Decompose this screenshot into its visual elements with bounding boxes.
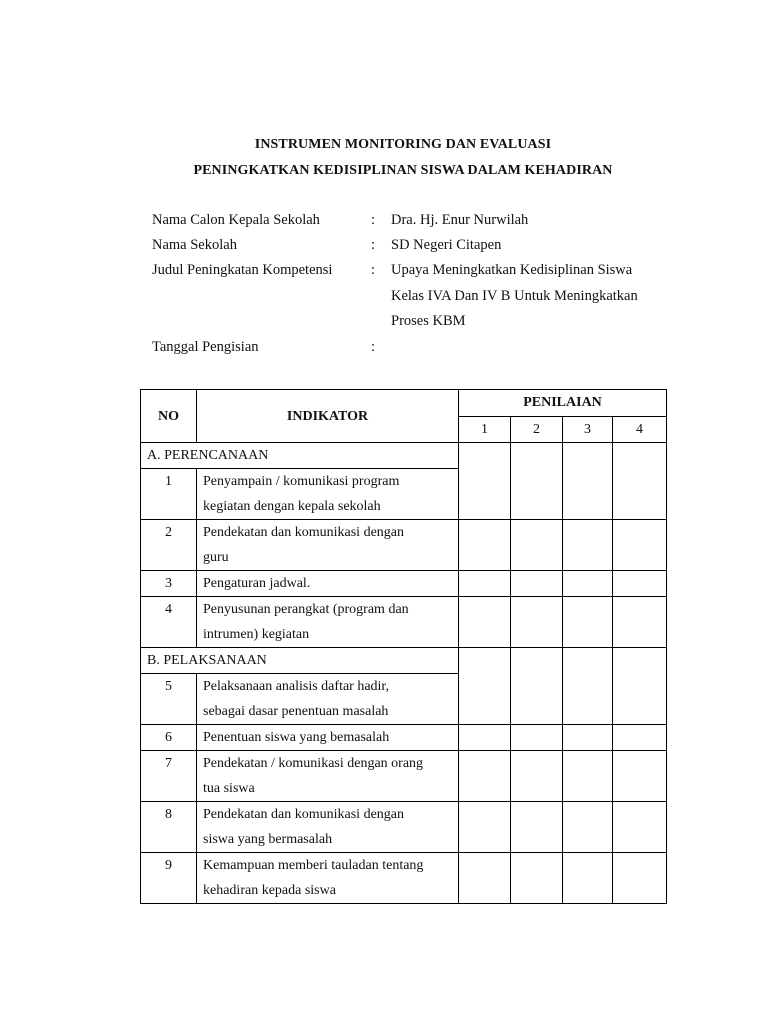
score-cell[interactable]: [563, 443, 613, 520]
row-indikator: [197, 674, 459, 725]
table-row: [141, 802, 667, 853]
judul-label: Judul Peningkatan Kompetensi: [152, 262, 333, 278]
header-penilaian: PENILAIAN: [459, 390, 667, 417]
score-cell[interactable]: [563, 597, 613, 648]
indikator-line: Pendekatan dan komunikasi dengan: [203, 525, 405, 540]
section-row: [141, 648, 667, 674]
score-cell[interactable]: [563, 725, 613, 751]
score-cell[interactable]: [511, 571, 563, 597]
row-number: 4: [141, 597, 197, 648]
score-cell[interactable]: [511, 443, 563, 520]
colon: :: [371, 237, 376, 253]
indikator-line: guru: [203, 550, 229, 565]
judul-value-line: Kelas IVA Dan IV B Untuk Meningkatkan: [391, 288, 638, 304]
colon: :: [371, 262, 376, 278]
row-indikator: [197, 571, 459, 597]
indikator-line: kegiatan dengan kepala sekolah: [203, 499, 381, 514]
judul-value-line: Proses KBM: [391, 313, 466, 329]
score-cell[interactable]: [613, 648, 667, 725]
indikator-line: Pendekatan dan komunikasi dengan: [203, 807, 405, 822]
score-header: 2: [511, 417, 563, 443]
score-header: 4: [613, 417, 667, 443]
score-cell[interactable]: [511, 751, 563, 802]
score-cell[interactable]: [459, 520, 511, 571]
table-row: [141, 597, 667, 648]
nama-sekolah-label: Nama Sekolah: [152, 237, 237, 253]
indikator-line: siswa yang bermasalah: [203, 832, 333, 847]
score-cell[interactable]: [511, 802, 563, 853]
score-cell[interactable]: [459, 802, 511, 853]
indikator-line: Kemampuan memberi tauladan tentang: [203, 858, 424, 873]
evaluation-table: [140, 389, 667, 904]
table-row: [141, 853, 667, 904]
score-cell[interactable]: [613, 597, 667, 648]
score-cell[interactable]: [511, 853, 563, 904]
row-number: 2: [141, 520, 197, 571]
score-cell[interactable]: [563, 648, 613, 725]
score-cell[interactable]: [511, 520, 563, 571]
row-number: 5: [141, 674, 197, 725]
indikator-line: intrumen) kegiatan: [203, 627, 310, 642]
colon: :: [371, 212, 376, 228]
tanggal-label: Tanggal Pengisian: [152, 339, 259, 355]
row-indikator: [197, 520, 459, 571]
score-cell[interactable]: [511, 648, 563, 725]
score-cell[interactable]: [459, 571, 511, 597]
indikator-line: sebagai dasar penentuan masalah: [203, 704, 389, 719]
colon: :: [371, 339, 376, 355]
score-cell[interactable]: [563, 853, 613, 904]
section-row: [141, 443, 667, 469]
row-number: 6: [141, 725, 197, 751]
row-number: 9: [141, 853, 197, 904]
row-number: 1: [141, 469, 197, 520]
score-cell[interactable]: [613, 751, 667, 802]
score-cell[interactable]: [511, 597, 563, 648]
row-indikator: [197, 725, 459, 751]
section-title: A. PERENCANAAN: [141, 443, 459, 469]
row-number: 3: [141, 571, 197, 597]
indikator-line: kehadiran kepada siswa: [203, 883, 336, 898]
score-cell[interactable]: [459, 751, 511, 802]
indikator-line: Penentuan siswa yang bemasalah: [203, 730, 390, 745]
row-number: 8: [141, 802, 197, 853]
row-indikator: [197, 597, 459, 648]
indikator-line: Penyusunan perangkat (program dan: [203, 602, 409, 617]
score-cell[interactable]: [459, 853, 511, 904]
score-cell[interactable]: [459, 648, 511, 725]
header-indikator: INDIKATOR: [197, 390, 459, 443]
row-indikator: [197, 751, 459, 802]
table-row: [141, 751, 667, 802]
score-cell[interactable]: [563, 802, 613, 853]
score-cell[interactable]: [613, 520, 667, 571]
indikator-line: Pelaksanaan analisis daftar hadir,: [203, 679, 390, 694]
table-row: [141, 571, 667, 597]
judul-value-line: Upaya Meningkatkan Kedisiplinan Siswa: [391, 262, 633, 278]
document-subtitle: PENINGKATKAN KEDISIPLINAN SISWA DALAM KEHADIRAN: [193, 163, 613, 178]
row-indikator: [197, 853, 459, 904]
score-cell[interactable]: [613, 802, 667, 853]
score-cell[interactable]: [613, 571, 667, 597]
score-cell[interactable]: [613, 443, 667, 520]
score-cell[interactable]: [563, 751, 613, 802]
row-indikator: [197, 469, 459, 520]
indikator-line: tua siswa: [203, 781, 255, 796]
score-cell[interactable]: [511, 725, 563, 751]
table-row: [141, 725, 667, 751]
score-cell[interactable]: [563, 520, 613, 571]
nama-calon-label: Nama Calon Kepala Sekolah: [152, 212, 320, 228]
indikator-line: Pendekatan / komunikasi dengan orang: [203, 756, 424, 771]
indikator-line: Penyampain / komunikasi program: [203, 474, 400, 489]
score-cell[interactable]: [563, 571, 613, 597]
header-row: [141, 390, 667, 417]
row-number: 7: [141, 751, 197, 802]
row-indikator: [197, 802, 459, 853]
table-row: [141, 520, 667, 571]
indikator-line: Pengaturan jadwal.: [203, 576, 311, 591]
score-cell[interactable]: [459, 443, 511, 520]
document-title: INSTRUMEN MONITORING DAN EVALUASI: [254, 137, 552, 152]
score-header: 3: [563, 417, 613, 443]
nama-sekolah-value: SD Negeri Citapen: [391, 237, 502, 253]
section-title: B. PELAKSANAAN: [141, 648, 459, 674]
score-header: 1: [459, 417, 511, 443]
score-cell[interactable]: [613, 725, 667, 751]
header-no: NO: [141, 390, 197, 443]
nama-calon-value: Dra. Hj. Enur Nurwilah: [391, 212, 529, 228]
score-cell[interactable]: [459, 597, 511, 648]
score-cell[interactable]: [613, 853, 667, 904]
score-cell[interactable]: [459, 725, 511, 751]
